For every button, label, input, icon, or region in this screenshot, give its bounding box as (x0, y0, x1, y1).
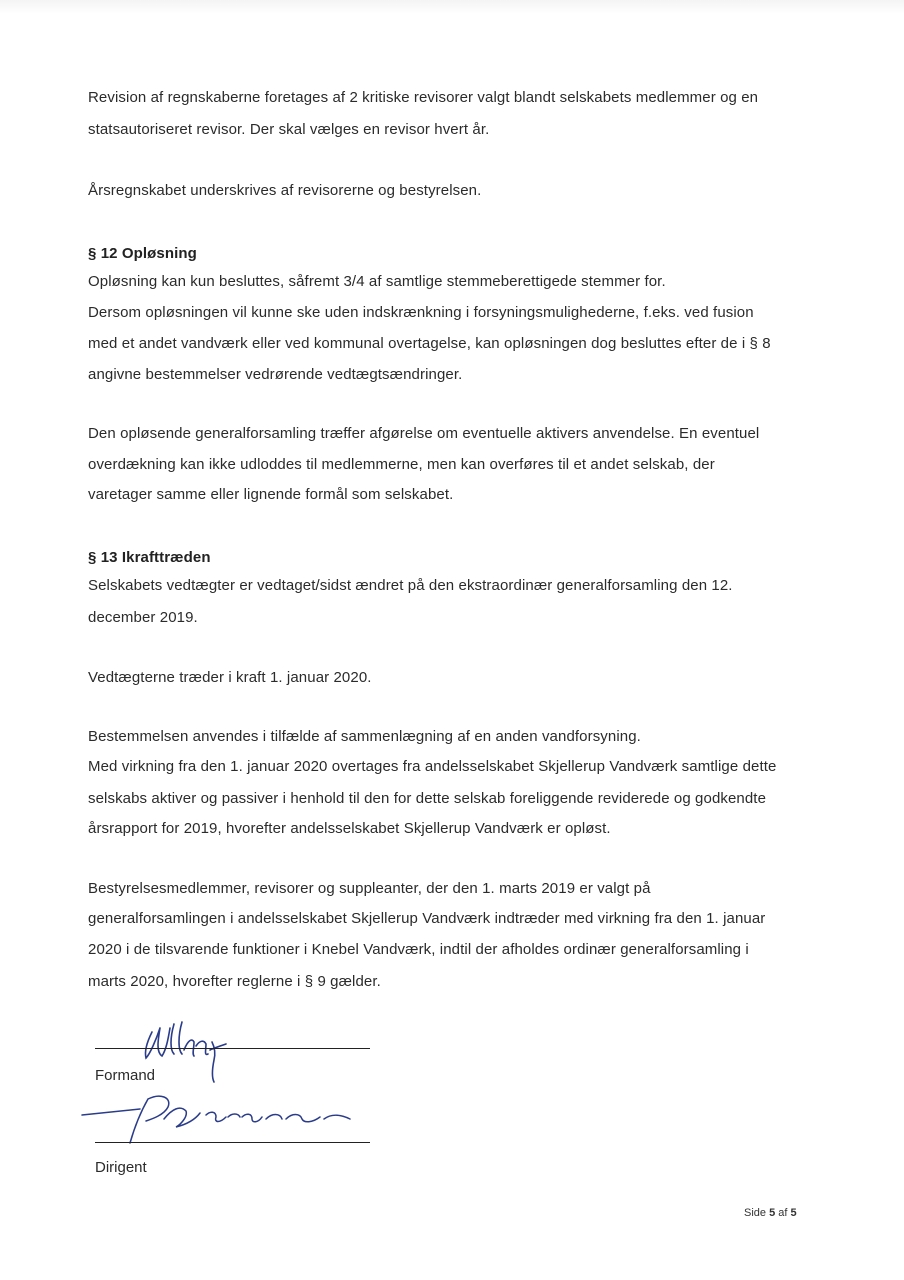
text-line: Opløsning kan kun besluttes, såfremt 3/4 af samtlige stemmeberettigede stemmer for. (88, 273, 666, 290)
text-line: statsautoriseret revisor. Der skal vælges en revisor hvert år. (88, 121, 490, 138)
text-line: Selskabets vedtægter er vedtaget/sidst ændret på den ekstraordinær generalforsamling den 12. (88, 577, 733, 594)
page-number-current: 5 (769, 1207, 776, 1219)
text-line: angivne bestemmelser vedrørende vedtægtsændringer. (88, 366, 463, 383)
text-line: Med virkning fra den 1. januar 2020 overtages fra andelsselskabet Skjellerup Vandværk samtlige dette (88, 758, 777, 775)
formand-signature-line (95, 1048, 370, 1049)
section-13-heading: § 13 Ikrafttræden (88, 549, 211, 566)
text-line: generalforsamlingen i andelsselskabet Skjellerup Vandværk indtræder med virkning fra den 1. januar (88, 910, 766, 927)
text-line: Revision af regnskaberne foretages af 2 kritiske revisorer valgt blandt selskabets medlemmer og en (88, 89, 759, 106)
text-line: med et andet vandværk eller ved kommunal overtagelse, kan opløsningen dog besluttes efter de i § 8 (88, 335, 771, 352)
scan-top-edge (0, 0, 904, 14)
text-line: december 2019. (88, 609, 198, 626)
text-line: overdækning kan ikke udloddes til medlemmerne, men kan overføres til et andet selskab, der (88, 456, 715, 473)
text-line: Bestyrelsesmedlemmer, revisorer og suppleanter, der den 1. marts 2019 er valgt på (88, 880, 651, 897)
text-line: Dersom opløsningen vil kunne ske uden indskrænkning i forsyningsmulighederne, f.eks. ved fusion (88, 304, 754, 321)
page-number (744, 1207, 797, 1219)
dirigent-label: Dirigent (95, 1159, 147, 1176)
text-line: 2020 i de tilsvarende funktioner i Knebel Vandværk, indtil der afholdes ordinær generalforsamling i (88, 941, 749, 958)
text-line: selskabs aktiver og passiver i henhold til den for dette selskab foreliggende reviderede og godkendte (88, 790, 767, 807)
page-number-of: af (778, 1207, 788, 1219)
text-line: Den opløsende generalforsamling træffer afgørelse om eventuelle aktivers anvendelse. En eventuel (88, 425, 760, 442)
page-number-side: Side (744, 1207, 767, 1219)
text-line: Bestemmelsen anvendes i tilfælde af sammenlægning af en anden vandforsyning. (88, 728, 641, 745)
dirigent-signature (80, 1085, 370, 1155)
text-line: varetager samme eller lignende formål som selskabet. (88, 486, 454, 503)
text-line: marts 2020, hvorefter reglerne i § 9 gælder. (88, 973, 381, 990)
text-line: årsrapport for 2019, hvorefter andelsselskabet Skjellerup Vandværk er opløst. (88, 820, 611, 837)
dirigent-signature-line (95, 1142, 370, 1143)
formand-label: Formand (95, 1067, 156, 1084)
text-line: Årsregnskabet underskrives af revisorerne og bestyrelsen. (88, 182, 482, 199)
text-line: Vedtægterne træder i kraft 1. januar 2020. (88, 669, 372, 686)
section-12-heading: § 12 Opløsning (88, 245, 197, 262)
page-number-total: 5 (790, 1207, 797, 1219)
